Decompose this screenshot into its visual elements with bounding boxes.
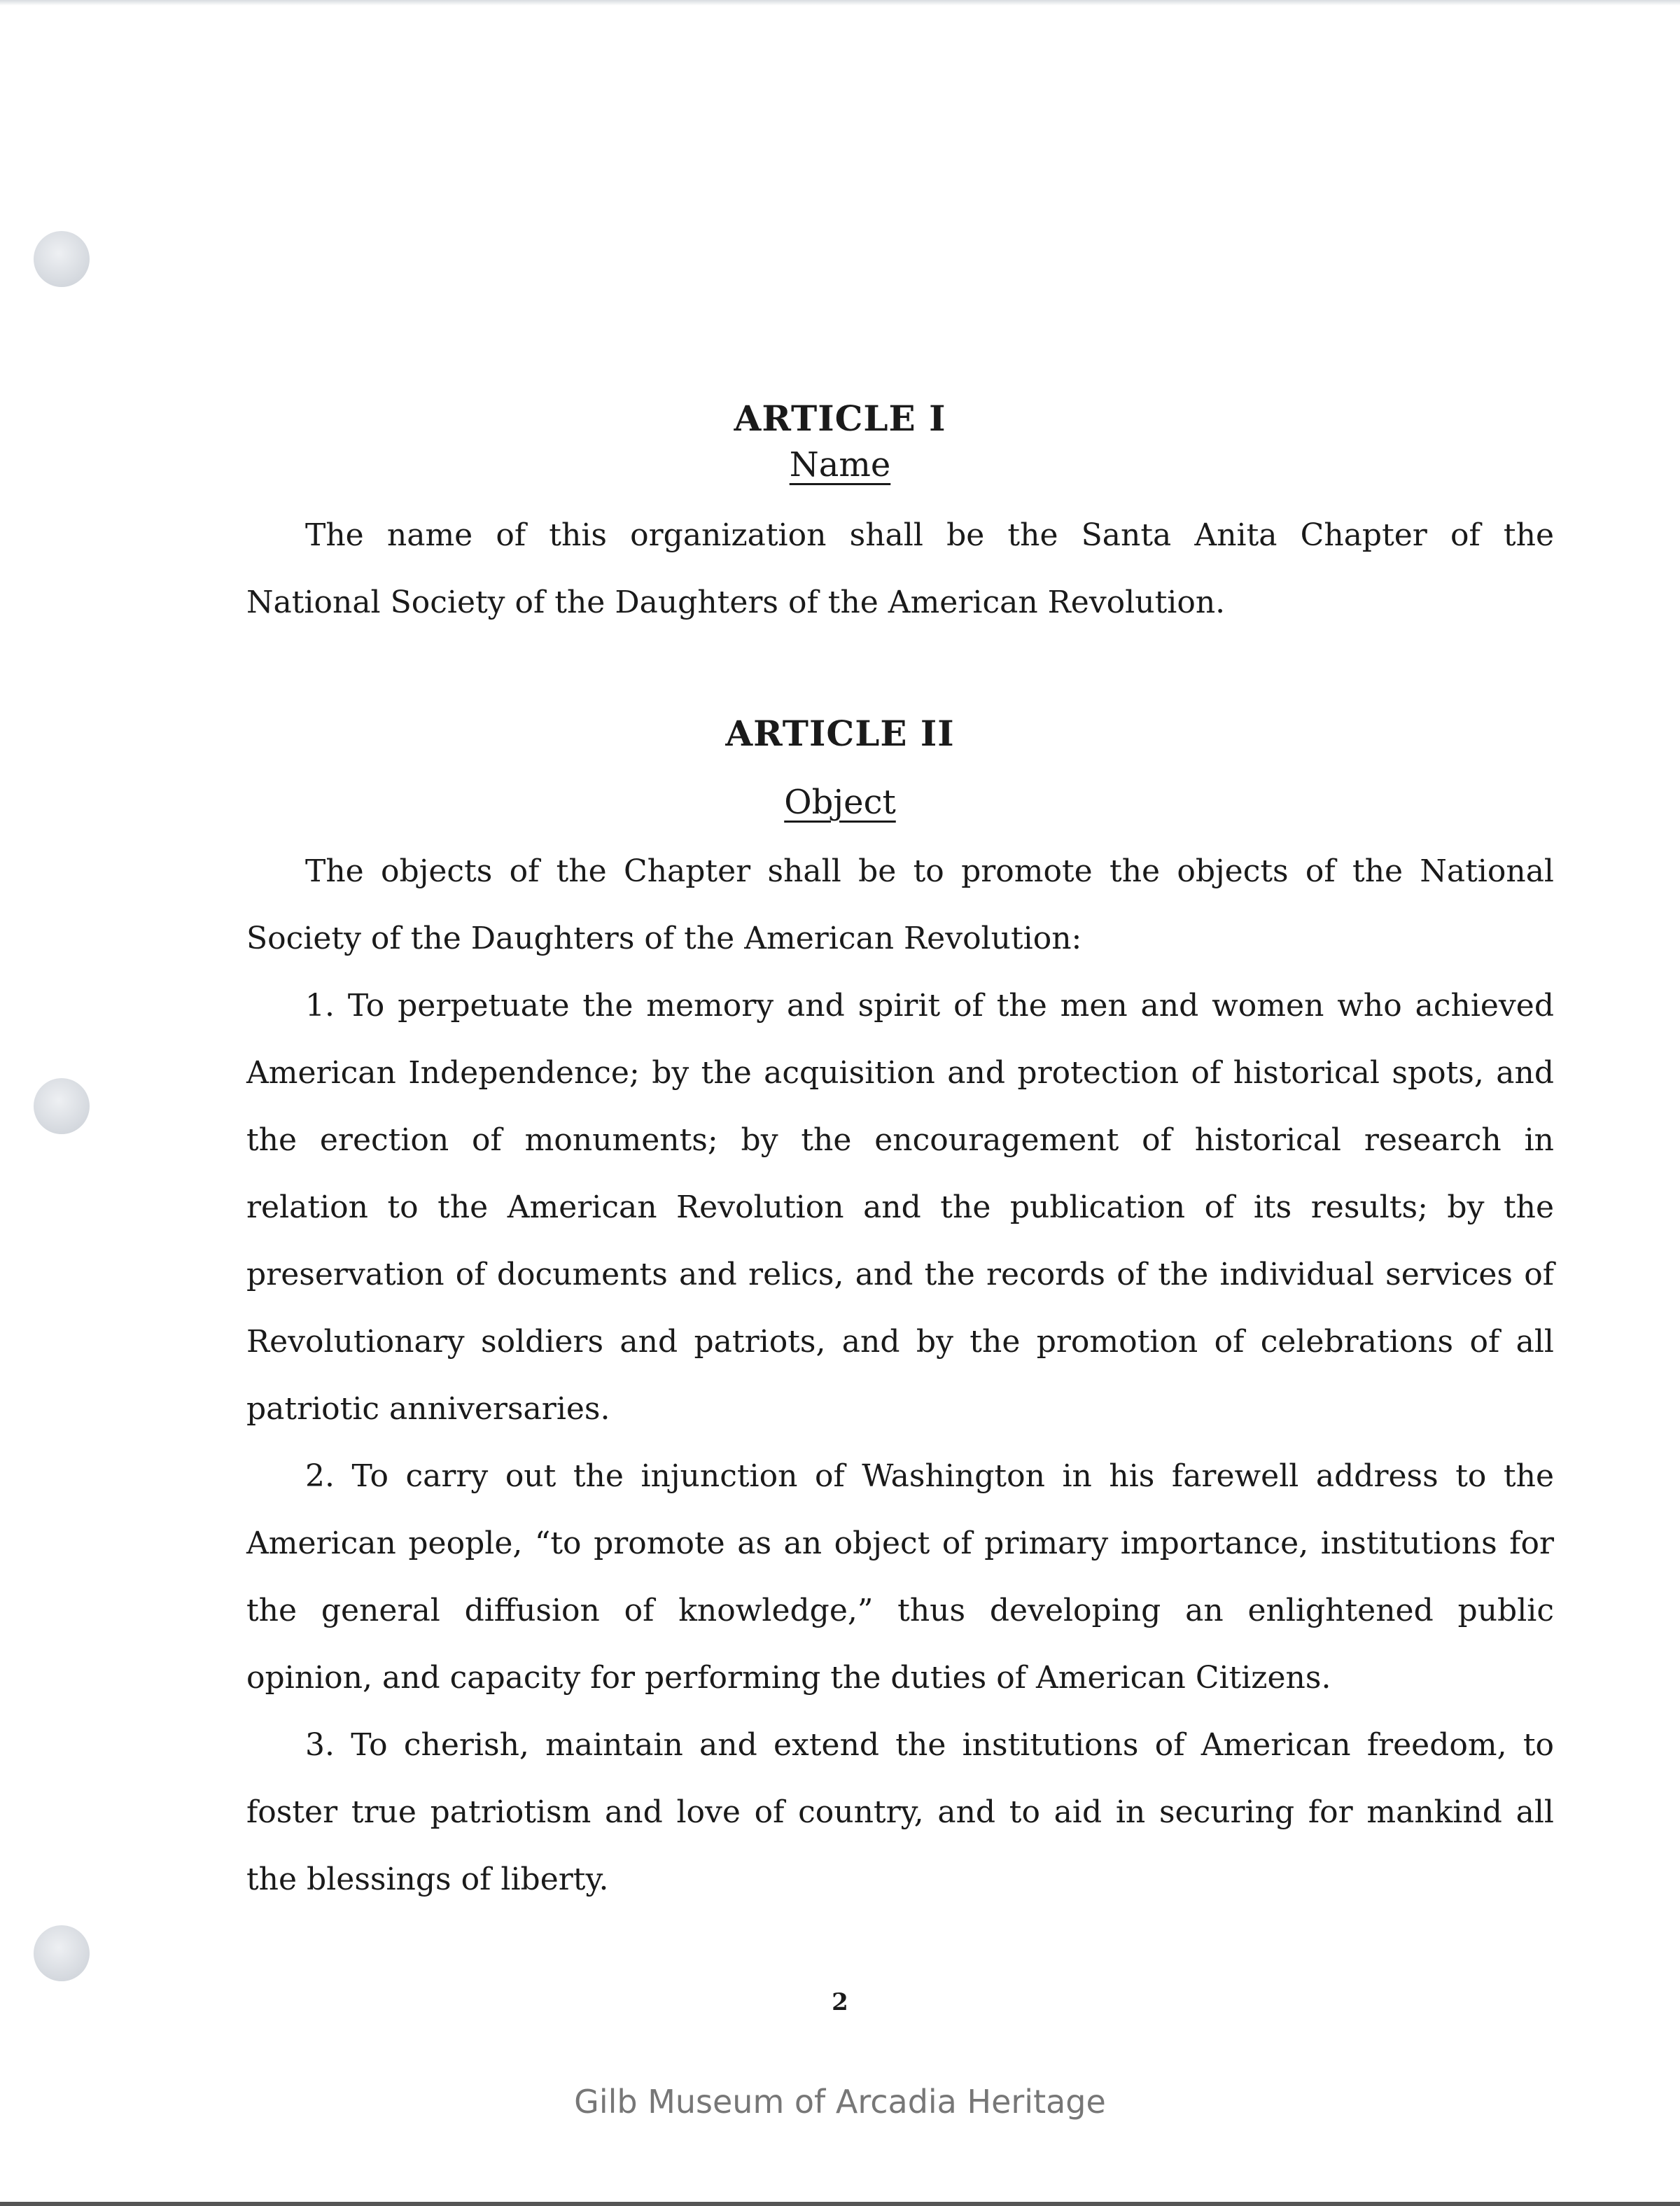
- text-line: The objects of the Chapter shall be to promote the objects of the National: [305, 853, 1554, 889]
- text-line: patriotic anniversaries.: [246, 1391, 610, 1427]
- text-line: National Society of the Daughters of the American Revolution.: [246, 585, 1226, 620]
- scan-bottom-edge: [0, 2202, 1680, 2206]
- text-line: American Independence; by the acquisition and protection of historical spots, and: [246, 1055, 1554, 1091]
- text-line: the general diffusion of knowledge,” thus developing an enlightened public: [246, 1593, 1554, 1628]
- text-line: The name of this organization shall be the Santa Anita Chapter of the: [305, 517, 1554, 553]
- article-1-heading: ARTICLE I: [734, 398, 946, 439]
- article-2-subheading: [0, 783, 1680, 822]
- scan-top-edge: [0, 0, 1680, 6]
- text-line: preservation of documents and relics, and the records of the individual services of: [246, 1257, 1554, 1292]
- article-1-subheading: [0, 445, 1680, 484]
- text-line: 3. To cherish, maintain and extend the institutions of American freedom, to: [305, 1727, 1554, 1763]
- text-line: the erection of monuments; by the encouragement of historical research in: [246, 1122, 1554, 1158]
- text-line: Revolutionary soldiers and patriots, and by the promotion of celebrations of all: [246, 1324, 1554, 1360]
- article-2-heading: ARTICLE II: [725, 713, 955, 754]
- binder-hole: [34, 1925, 90, 1981]
- binder-hole: [34, 1078, 90, 1134]
- text-line: 2. To carry out the injunction of Washington in his farewell address to the: [305, 1458, 1554, 1494]
- text-line: foster true patriotism and love of country, and to aid in securing for mankind all: [246, 1794, 1554, 1830]
- text-line: opinion, and capacity for performing the duties of American Citizens.: [246, 1660, 1331, 1696]
- watermark: Gilb Museum of Arcadia Heritage: [574, 2083, 1106, 2121]
- article-1-subheading-text: Name: [789, 445, 891, 484]
- binder-hole: [34, 231, 90, 287]
- text-line: relation to the American Revolution and the publication of its results; by the: [246, 1189, 1554, 1225]
- text-line: American people, “to promote as an object of primary importance, institutions for: [246, 1526, 1554, 1561]
- page-number: 2: [832, 1988, 848, 2016]
- text-line: 1. To perpetuate the memory and spirit of the men and women who achieved: [305, 988, 1554, 1024]
- text-line: Society of the Daughters of the American Revolution:: [246, 921, 1082, 956]
- text-line: the blessings of liberty.: [246, 1862, 609, 1897]
- article-2-subheading-text: Object: [784, 783, 896, 822]
